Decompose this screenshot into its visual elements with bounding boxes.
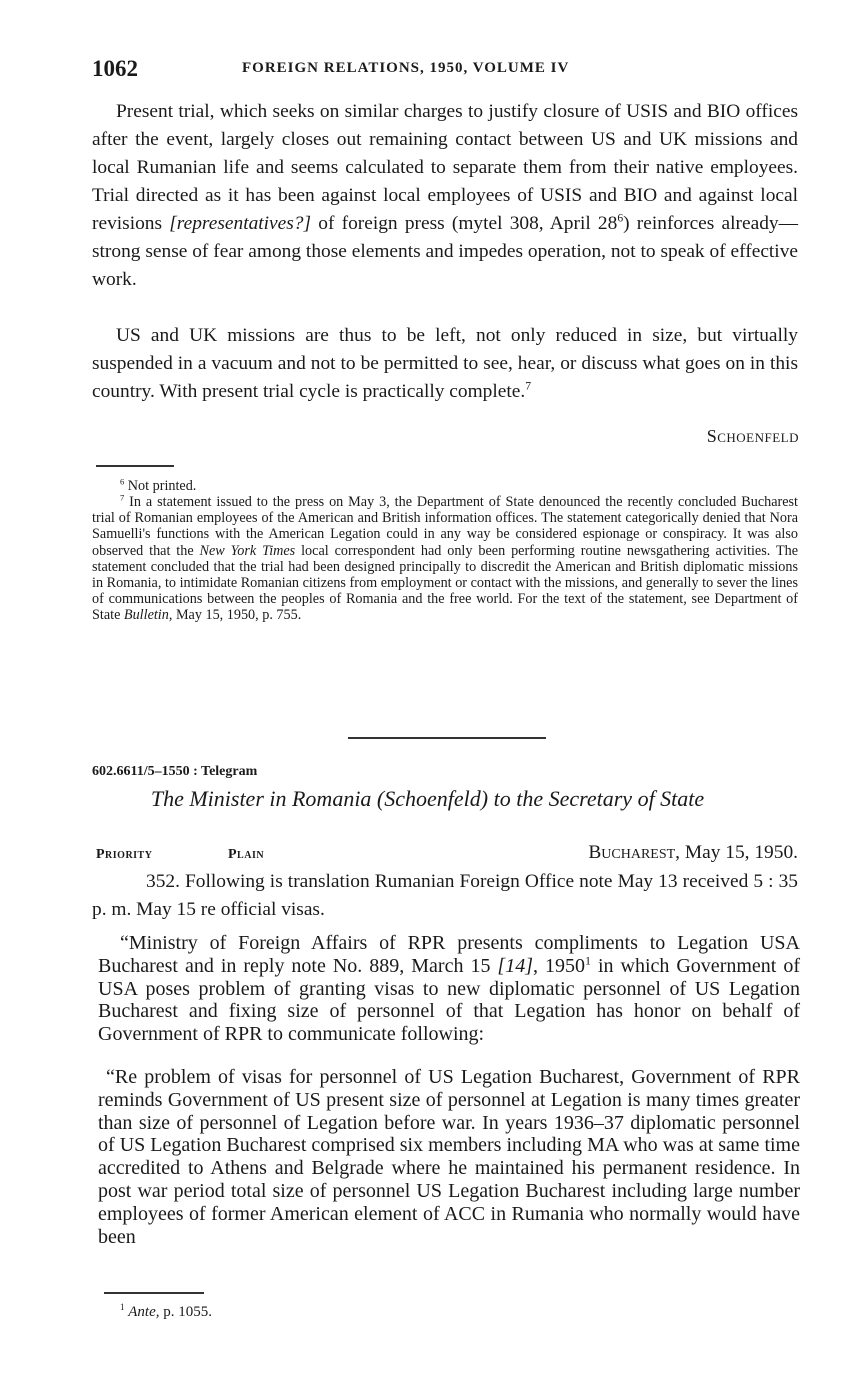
priority-label: Priority [96,847,153,862]
running-head: FOREIGN RELATIONS, 1950, VOLUME IV [242,60,570,76]
paragraph-missions: US and UK missions are thus to be left, not only reduced in size, but virtually suspended in a vacuum and not to be permitted to see, hear, or discuss what goes on in this country. With present trial cycle is practically complete.$^7$ [92,325,798,402]
footnote-marker: 1 [584,953,591,968]
footnote-divider [96,465,174,467]
editorial-insertion: [representatives?] [169,213,312,234]
paragraph-trial: Present trial, which seeks on similar charges to justify closure of USIS and BIO offices after the event, largely closes out remaining contact between US and UK missions and local Rumanian life and seems calculated to separate them from their native employees. Trial directed as it has been against local employees of USIS and BIO and against local revisions [representatives?] of foreign press (mytel 308, April $28^6$) reinforces already—strong sense of fear among those elements and impedes operation, not to speak of effective work. [92,101,798,290]
footnote-divider [104,1292,204,1294]
priority-line [96,842,798,868]
document-title: The Minister in Romania (Schoenfeld) to the Secretary of State [150,786,705,811]
document-separator [348,737,546,739]
footnote-1: $^1$ Ante, p. 1055. [120,1302,212,1320]
dateline: Bucharest, May 15, 1950. [588,842,798,863]
footnote-marker: 6 [617,211,624,225]
page-header [92,56,802,82]
signature: Schoenfeld [706,426,799,446]
footnote-6: $^6$ Not printed. [120,476,197,494]
page-number: 1062 [92,56,138,81]
quoted-note-paragraph-2: “Re problem of visas for personnel of US Legation Bucharest, Government of RPR reminds Government of US present size of personnel at Legation is many times greater than size of personnel of Legation before war. In years 1936–37 diplomatic personnel of US Legation Bucharest comprised six members including MA who was at same time accredited to Athens and Belgrade where he maintained his permanent residence. In post war period total size of personnel US Legation Bucharest including large number employees of former American element of ACC in Rumania who normally would have been [98,1066,800,1248]
plain-label: Plain [228,847,265,862]
footnote-marker: 7 [525,379,532,393]
footnote-7: $^7$ In a statement issued to the press on May 3, the Department of State denounced the recently concluded Bucharest trial of Romanian employees of the American and British information offices. The statement categorically denied that Nora Samuelli's functions with the American Legation could in any way be considered espionage or conspiracy. It was also observed that the New York Times local correspondent had only been performing routine newsgathering activities. The statement concluded that the trial had been designed principally to discredit the American and British diplomatic missions in Romania, to intimidate Romanian citizens from employment or contact with the missions, and generally to sever the lines of communications between the peoples of Romania and the free world. For the text of the statement, see Department of State Bulletin, May 15, 1950, p. 755. [92,492,798,624]
quoted-note-paragraph-1: “Ministry of Foreign Affairs of RPR presents compliments to Legation USA Bucharest and in reply note No. 889, March 15 [14], 1950$^1$ in which Government of USA poses problem of granting visas to new diplomatic personnel of US Legation Bucharest and fixing size of personnel of that Legation has honor on behalf of Government of RPR to communicate following: [98,932,800,1046]
file-reference: 602.6611/5–1550 : Telegram [92,764,258,779]
paragraph-translation: 352. Following is translation Rumanian Foreign Office note May 13 received 5 : 35 p. m. May 15 re official visas. [92,871,798,920]
